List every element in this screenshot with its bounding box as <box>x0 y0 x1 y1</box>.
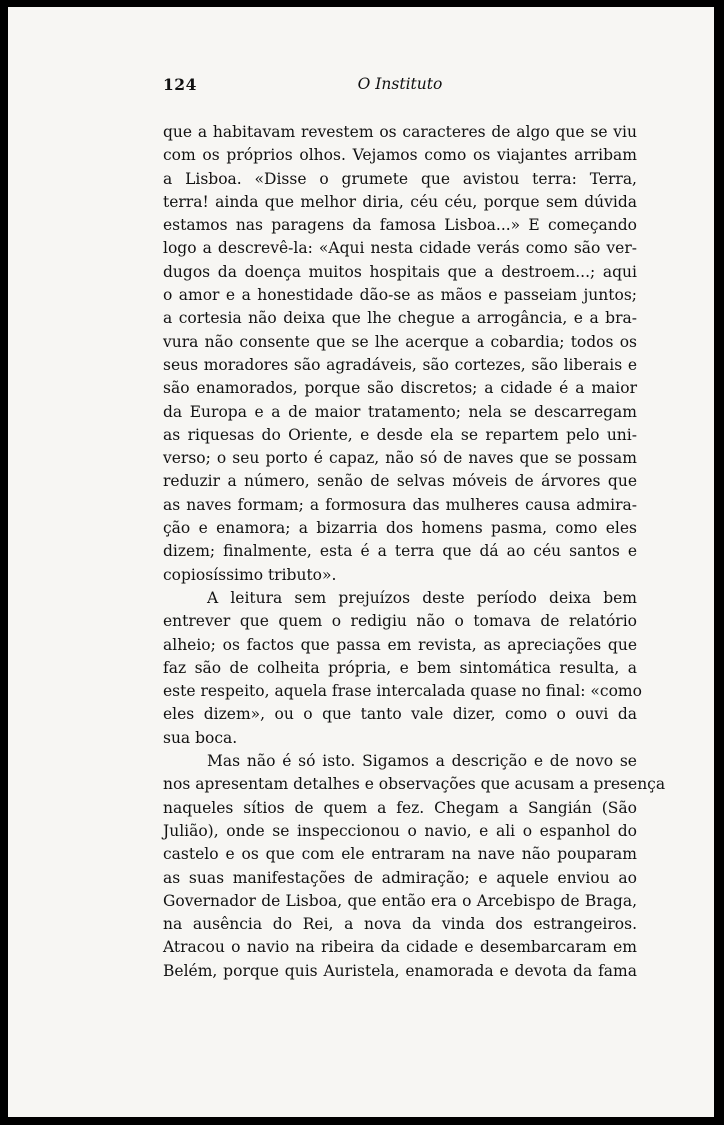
text-line: este respeito, aquela frase intercalada quase no final: «como <box>163 682 642 701</box>
text-line: dizem; finalmente, esta é a terra que dá ao céu santos e <box>163 542 637 561</box>
text-line: terra! ainda que melhor diria, céu céu, porque sem dúvida <box>163 192 637 211</box>
running-title: O Instituto <box>357 75 443 93</box>
text-line: as suas manifestações de admiração; e aquele enviou ao <box>163 868 637 887</box>
text-line: alheio; os factos que passa em revista, as apreciações que <box>163 635 637 654</box>
body-text <box>163 121 666 983</box>
text-line: verso; o seu porto é capaz, não só de naves que se possam <box>163 449 637 468</box>
text-line: castelo e os que com ele entraram na nave não pouparam <box>163 845 637 864</box>
paragraph-start-line: Mas não é só isto. Sigamos a descrição e de novo se <box>207 752 637 771</box>
text-line: entrever que quem o redigiu não o tomava de relatório <box>163 612 637 631</box>
text-line: da Europa e a de maior tratamento; nela se descarregam <box>163 402 637 421</box>
book-page <box>8 7 714 1117</box>
text-line: logo a descrevê-la: «Aqui nesta cidade verás como são ver- <box>163 239 637 258</box>
text-line: nos apresentam detalhes e observações que acusam a presença <box>163 775 666 794</box>
paragraph-end-line: sua boca. <box>163 728 238 747</box>
text-line: as riquesas do Oriente, e desde ela se repartem pelo uni- <box>163 425 637 444</box>
text-line: as naves formam; a formosura das mulheres causa admira- <box>163 495 637 514</box>
paragraph-end-line: copiosíssimo tributo». <box>163 565 337 584</box>
text-line: Julião), onde se inspeccionou o navio, e ali o espanhol do <box>163 821 637 840</box>
text-line: Belém, porque quis Auristela, enamorada e devota da fama <box>163 961 637 980</box>
text-line: faz são de colheita própria, e bem sintomática resulta, a <box>163 658 637 677</box>
text-line: que a habitavam revestem os caracteres de algo que se viu <box>163 123 637 141</box>
text-line: seus moradores são agradáveis, são cortezes, são liberais e <box>163 355 637 374</box>
text-line: naqueles sítios de quem a fez. Chegam a Sangián (São <box>163 798 637 817</box>
text-line: com os próprios olhos. Vejamos como os viajantes arribam <box>163 146 637 165</box>
text-line: Governador de Lisboa, que então era o Arcebispo de Braga, <box>163 891 637 910</box>
text-line: vura não consente que se lhe acerque a cobardia; todos os <box>163 332 637 351</box>
text-line: ção e enamora; a bizarria dos homens pasma, como eles <box>163 519 637 538</box>
text-line: estamos nas paragens da famosa Lisboa...» E começando <box>163 216 637 235</box>
text-line: são enamorados, porque são discretos; a cidade é a maior <box>163 379 637 398</box>
text-line: Atracou o navio na ribeira da cidade e desembarcaram em <box>163 938 637 957</box>
text-line: na ausência do Rei, a nova da vinda dos estrangeiros. <box>163 915 637 934</box>
text-line: a cortesia não deixa que lhe chegue a arrogância, e a bra- <box>163 309 637 328</box>
text-line: eles dizem», ou o que tanto vale dizer, como o ouvi da <box>163 705 637 724</box>
paragraph-start-line: A leitura sem prejuízos deste período deixa bem <box>207 588 637 607</box>
text-line: a Lisboa. «Disse o grumete que avistou terra: Terra, <box>163 169 637 188</box>
text-line: reduzir a número, senão de selvas móveis de árvores que <box>163 472 637 491</box>
text-line: dugos da doença muitos hospitais que a destroem...; aqui <box>163 262 637 281</box>
text-line: o amor e a honestidade dão-se as mãos e passeiam juntos; <box>163 286 637 305</box>
page-header <box>163 75 637 95</box>
page-number: 124 <box>163 75 197 94</box>
